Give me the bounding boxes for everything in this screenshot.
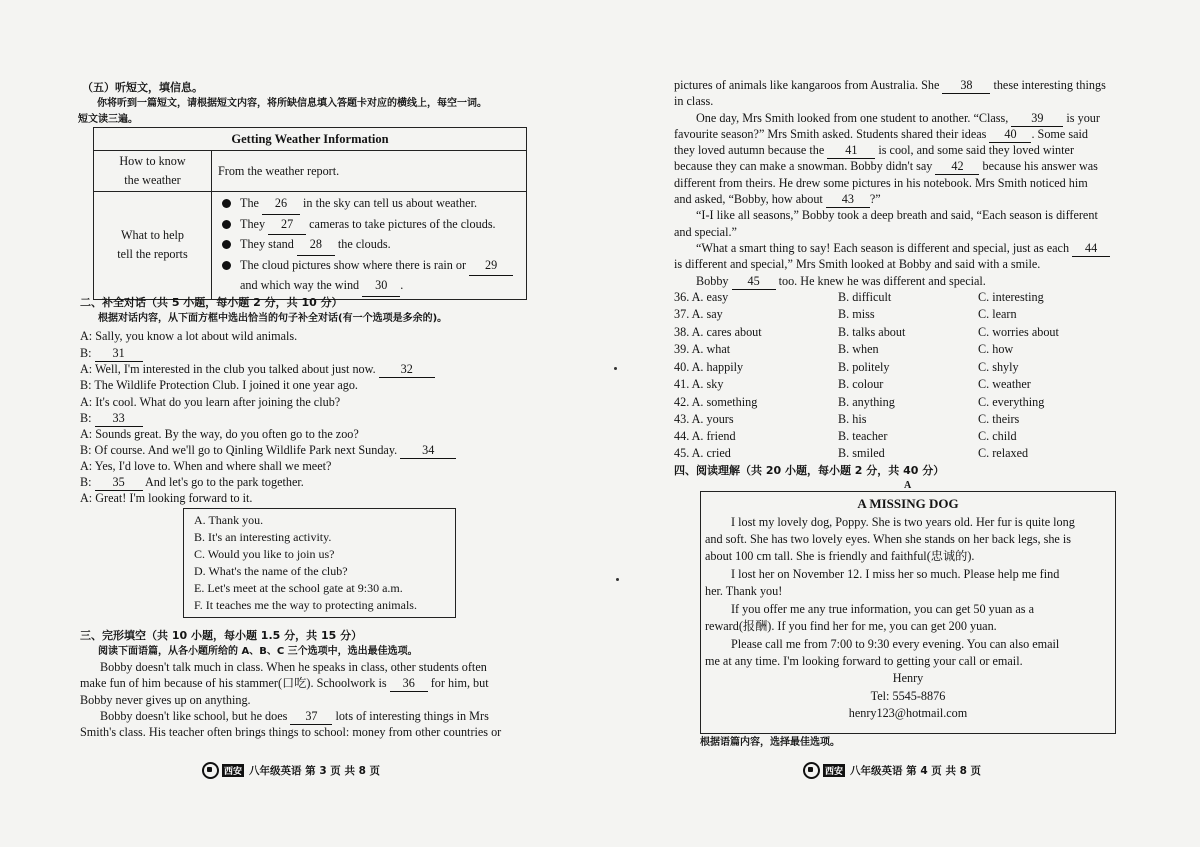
choice-a: 45. A. cried xyxy=(674,446,731,460)
part5-title: （五）听短文，填信息。 xyxy=(82,81,203,94)
choice-c: C. theirs xyxy=(978,412,1020,426)
ad-title: A MISSING DOG xyxy=(857,496,959,511)
p4-post: lots of interesting things in Mrs xyxy=(335,709,489,723)
publisher-logo-icon xyxy=(202,762,219,779)
bullet-28 xyxy=(218,235,522,256)
right-line-13 xyxy=(696,273,986,290)
choice-c: C. child xyxy=(978,429,1017,443)
choice-a: 41. A. sky xyxy=(674,377,724,391)
r6-post: because his answer was xyxy=(982,159,1098,173)
scan-speck xyxy=(614,367,617,370)
dialogue-line-4: B: The Wildlife Protection Club. I joined it one year ago. xyxy=(80,378,358,392)
right-line-8 xyxy=(674,191,881,208)
brand-mark: 西安 xyxy=(823,764,845,777)
scan-speck xyxy=(616,578,619,581)
choice-b: B. teacher xyxy=(838,429,888,443)
row2-label-line2: tell the reports xyxy=(117,247,188,262)
ad-tel: Tel: 5545-8876 xyxy=(870,689,946,703)
cloze-line-3: Bobby never gives up on anything. xyxy=(80,693,251,707)
blank-39: 39 xyxy=(1011,110,1063,127)
table-title: Getting Weather Information xyxy=(94,128,527,151)
bullet-27 xyxy=(218,215,522,236)
option-c: C. Would you like to join us? xyxy=(194,547,335,561)
choice-b: B. difficult xyxy=(838,290,892,304)
row2-label-line1: What to help xyxy=(121,228,184,243)
blank-41: 41 xyxy=(827,142,875,159)
brand-mark: 西安 xyxy=(222,764,244,777)
choice-c: C. worries about xyxy=(978,325,1059,339)
blank-44: 44 xyxy=(1072,240,1110,257)
r1-post: these interesting things xyxy=(993,78,1106,92)
p2-post: for him, but xyxy=(430,676,489,690)
part3-title: 三、完形填空（共 10 小题，每小题 1.5 分，共 15 分） xyxy=(80,629,363,642)
choice-b: B. colour xyxy=(838,377,884,391)
dialogue-line-11: A: Great! I'm looking forward to it. xyxy=(80,491,253,505)
choice-b: B. talks about xyxy=(838,325,906,339)
blank-42: 42 xyxy=(935,158,979,175)
r4-pre: favourite season?” Mrs Smith asked. Students shared their ideas xyxy=(674,127,987,141)
right-line-9: “I-I like all seasons,” Bobby took a deep breath and said, “Each season is different xyxy=(696,208,1098,222)
d10-post: And let's go to the park together. xyxy=(144,475,304,489)
r3-post: is your xyxy=(1066,111,1100,125)
d6-pre: B: xyxy=(80,411,92,425)
bullet-dot-icon xyxy=(222,261,231,270)
right-page-number: 八年级英语 第 4 页 共 8 页 xyxy=(850,765,982,777)
right-line-1 xyxy=(674,77,1106,94)
choice-a: 44. A. friend xyxy=(674,429,736,443)
right-line-11 xyxy=(696,240,1110,257)
part5-instruction: 你将听到一篇短文，请根据短文内容，将所缺信息填入答题卡对应的横线上，每空一词。 xyxy=(97,98,487,109)
option-e: E. Let's meet at the school gate at 9:30 a.m. xyxy=(194,581,403,595)
dialogue-line-5: A: It's cool. What do you learn after joining the club? xyxy=(80,395,341,409)
ad-line-6: If you offer me any true information, you can get 50 yuan as a xyxy=(731,602,1035,616)
blank-40: 40 xyxy=(989,126,1031,143)
dialogue-line-9: A: Yes, I'd love to. When and where shall we meet? xyxy=(80,459,332,473)
row1-label-line2: the weather xyxy=(124,173,181,187)
d3-pre: A: Well, I'm interested in the club you talked about just now. xyxy=(80,362,376,376)
r6-pre: because they can make a snowman. Bobby didn't say xyxy=(674,159,933,173)
r13-post: too. He knew he was different and special. xyxy=(778,274,986,288)
dialogue-line-2 xyxy=(80,345,143,362)
choice-a: 39. A. what xyxy=(674,342,731,356)
part5-instruction-cont: 短文读三遍。 xyxy=(78,114,138,125)
weather-info-table xyxy=(93,127,527,300)
r3-pre: One day, Mrs Smith looked from one student to another. “Class, xyxy=(696,111,1009,125)
dialogue-line-6 xyxy=(80,410,143,427)
publisher-logo-icon xyxy=(803,762,820,779)
choice-b: B. miss xyxy=(838,307,875,321)
blank-45: 45 xyxy=(732,273,776,290)
b4-cont-pre: and which way the wind xyxy=(240,278,360,292)
choice-a: 36. A. easy xyxy=(674,290,729,304)
right-line-7: different from theirs. He drew some pictures in his notebook. Mrs Smith noticed him xyxy=(674,176,1088,190)
bullet-dot-icon xyxy=(222,220,231,229)
choice-a: 37. A. say xyxy=(674,307,723,321)
choice-c: C. learn xyxy=(978,307,1017,321)
choice-c: C. interesting xyxy=(978,290,1044,304)
ad-line-2: and soft. She has two lovely eyes. When she stands on her back legs, she is xyxy=(705,532,1072,546)
blank-43: 43 xyxy=(826,191,870,208)
ad-line-1: I lost my lovely dog, Poppy. She is two years old. Her fur is quite long xyxy=(731,515,1075,529)
left-footer xyxy=(202,762,380,779)
ad-line-4: I lost her on November 12. I miss her so much. Please help me find xyxy=(731,567,1060,581)
bullet-29 xyxy=(218,256,522,297)
right-line-2: in class. xyxy=(674,94,714,108)
r5-pre: they loved autumn because the xyxy=(674,143,825,157)
choice-a: 42. A. something xyxy=(674,395,758,409)
cloze-line-1: Bobby doesn't talk much in class. When he speaks in class, other students often xyxy=(100,660,487,674)
ad-line-8: Please call me from 7:00 to 9:30 every evening. You can also email xyxy=(731,637,1060,651)
row2-bullets xyxy=(212,192,527,300)
d10-pre: B: xyxy=(80,475,92,489)
b2-post: cameras to take pictures of the clouds. xyxy=(309,216,496,231)
choice-c: C. weather xyxy=(978,377,1031,391)
b4-pre: The cloud pictures show where there is rain or xyxy=(240,257,467,272)
right-line-4 xyxy=(674,126,1088,143)
right-line-10: and special.” xyxy=(674,225,737,239)
r5-post: is cool, and some said they loved winter xyxy=(878,143,1074,157)
b1-pre: The xyxy=(240,196,259,210)
choice-c: C. shyly xyxy=(978,360,1019,374)
dialogue-options-box xyxy=(183,508,456,618)
b1-post: in the sky can tell us about weather. xyxy=(303,196,478,210)
blank-36: 36 xyxy=(390,675,428,692)
ad-email: henry123@hotmail.com xyxy=(848,706,968,720)
right-line-6 xyxy=(674,158,1098,175)
section-a-label: A xyxy=(904,480,912,491)
ad-line-9: me at any time. I'm looking forward to getting your call or email. xyxy=(705,654,1023,668)
ad-name: Henry xyxy=(892,671,924,685)
ad-line-7: reward(报酬). If you find her for me, you can get 200 yuan. xyxy=(705,619,997,633)
dialogue-line-7: A: Sounds great. By the way, do you often go to the zoo? xyxy=(80,427,359,441)
right-footer xyxy=(803,762,981,779)
choice-a: 43. A. yours xyxy=(674,412,734,426)
r1-pre: pictures of animals like kangaroos from Australia. She xyxy=(674,78,940,92)
choice-c: C. relaxed xyxy=(978,446,1029,460)
b3-post: the clouds. xyxy=(337,237,391,251)
choice-c: C. how xyxy=(978,342,1014,356)
row2-label xyxy=(94,192,212,300)
part2-title: 二、补全对话（共 5 小题，每小题 2 分，共 10 分） xyxy=(80,296,343,309)
blank-30: 30 xyxy=(362,276,400,297)
dialogue-line-10 xyxy=(80,474,304,491)
bullet-26 xyxy=(218,194,522,215)
choice-a: 40. A. happily xyxy=(674,360,744,374)
missing-dog-ad xyxy=(700,491,1116,734)
cloze-line-4 xyxy=(100,708,489,725)
r4-post: . Some said xyxy=(1031,127,1088,141)
cloze-line-5: Smith's class. His teacher often brings things to school: money from other countries or xyxy=(80,725,502,739)
ad-line-5: her. Thank you! xyxy=(705,584,783,598)
blank-34: 34 xyxy=(400,442,456,459)
reading-instruction: 根据语篇内容，选择最佳选项。 xyxy=(700,737,840,748)
bullet-dot-icon xyxy=(222,199,231,208)
right-line-5 xyxy=(674,142,1074,159)
blank-32: 32 xyxy=(379,361,435,378)
p4-pre: Bobby doesn't like school, but he does xyxy=(100,709,288,723)
r8-post: ?” xyxy=(869,192,881,206)
blank-33: 33 xyxy=(95,410,143,427)
bullet-dot-icon xyxy=(222,240,231,249)
choice-c: C. everything xyxy=(978,395,1045,409)
r13-pre: Bobby xyxy=(696,274,729,288)
choice-b: B. when xyxy=(838,342,879,356)
cloze-line-2 xyxy=(80,675,489,692)
dialogue-line-1: A: Sally, you know a lot about wild animals. xyxy=(80,329,298,343)
blank-31: 31 xyxy=(95,345,143,362)
blank-26: 26 xyxy=(262,194,300,215)
row1-text: From the weather report. xyxy=(212,151,527,192)
row1-label-line1: How to know xyxy=(119,154,186,168)
right-line-3 xyxy=(696,110,1100,127)
blank-37: 37 xyxy=(290,708,332,725)
option-f: F. It teaches me the way to protecting animals. xyxy=(194,598,417,612)
p2-pre: make fun of him because of his stammer(口吃). Schoolwork is xyxy=(80,676,387,690)
right-line-12: is different and special,” Mrs Smith looked at Bobby and said with a smile. xyxy=(674,257,1041,271)
d2-pre: B: xyxy=(80,346,92,360)
choice-b: B. his xyxy=(838,412,867,426)
part2-instruction: 根据对话内容，从下面方框中选出恰当的句子补全对话(有一个选项是多余的)。 xyxy=(98,313,448,324)
dialogue-line-3 xyxy=(80,361,435,378)
blank-27: 27 xyxy=(268,215,306,236)
choice-a: 38. A. cares about xyxy=(674,325,762,339)
blank-35: 35 xyxy=(95,474,143,491)
blank-29: 29 xyxy=(469,256,513,277)
r11-pre: “What a smart thing to say! Each season is different and special, just as each xyxy=(696,241,1070,255)
option-d: D. What's the name of the club? xyxy=(194,564,348,578)
left-page-number: 八年级英语 第 3 页 共 8 页 xyxy=(249,765,381,777)
b4-cont-post: . xyxy=(400,278,404,292)
d8-pre: B: Of course. And we'll go to Qinling Wildlife Park next Sunday. xyxy=(80,443,398,457)
ad-line-3: about 100 cm tall. She is friendly and faithful(忠诚的). xyxy=(705,549,975,563)
b2-pre: They xyxy=(240,216,266,231)
option-a: A. Thank you. xyxy=(194,513,264,527)
choice-b: B. politely xyxy=(838,360,890,374)
choice-b: B. anything xyxy=(838,395,895,409)
blank-38: 38 xyxy=(942,77,990,94)
b3-pre: They stand xyxy=(240,237,294,251)
choice-b: B. smiled xyxy=(838,446,885,460)
blank-28: 28 xyxy=(297,235,335,256)
part4-title: 四、阅读理解（共 20 小题，每小题 2 分，共 40 分） xyxy=(674,464,945,477)
r8-pre: and asked, “Bobby, how about xyxy=(674,192,823,206)
row1-label xyxy=(94,151,212,192)
option-b: B. It's an interesting activity. xyxy=(194,530,332,544)
dialogue-line-8 xyxy=(80,442,456,459)
part3-instruction: 阅读下面语篇，从各小题所给的 A、B、C 三个选项中，选出最佳选项。 xyxy=(98,646,418,657)
